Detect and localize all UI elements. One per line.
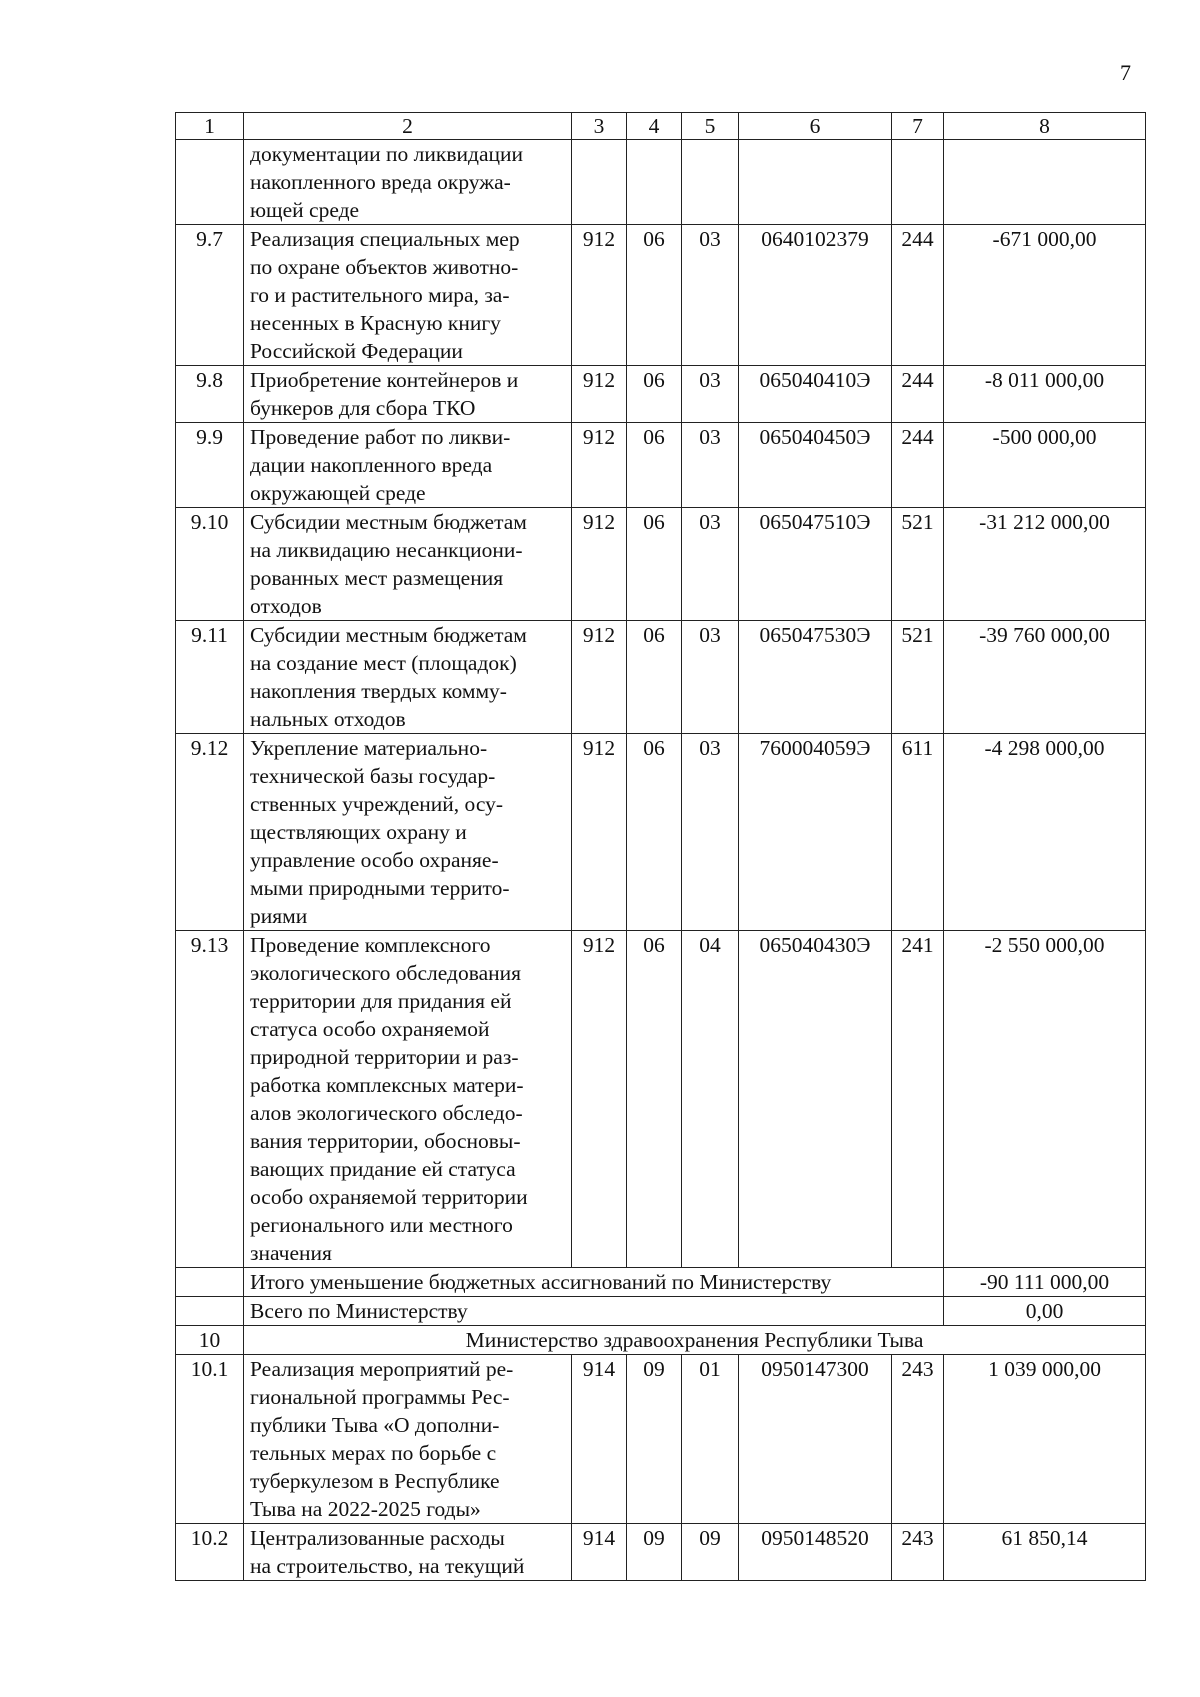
text-line: туберкулезом в Республике [250, 1469, 500, 1493]
target-article-code: 065047530Э [739, 621, 892, 734]
section-code: 09 [627, 1524, 682, 1581]
row-number: 10.1 [176, 1355, 244, 1524]
text-line: по охране объектов животно- [250, 255, 519, 279]
amount: -500 000,00 [944, 423, 1146, 508]
admin-code: 912 [572, 423, 627, 508]
text-line: дации накопленного вреда [250, 453, 493, 477]
subsection-code: 03 [682, 734, 739, 931]
text-line: Централизованные расходы [250, 1526, 505, 1550]
expense-type-code: 611 [892, 734, 944, 931]
empty-cell [572, 140, 627, 225]
header-cell: 7 [892, 113, 944, 140]
expense-type-code: 243 [892, 1524, 944, 1581]
total-all-value: 0,00 [944, 1297, 1146, 1326]
header-row [176, 113, 1146, 140]
amount: -8 011 000,00 [944, 366, 1146, 423]
amount: 61 850,14 [944, 1524, 1146, 1581]
empty-cell [739, 140, 892, 225]
text-line: мыми природными террито- [250, 876, 510, 900]
expense-type-code: 244 [892, 225, 944, 366]
text-line: особо охраняемой территории [250, 1185, 528, 1209]
amount: 1 039 000,00 [944, 1355, 1146, 1524]
text-line: тельных мерах по борьбе с [250, 1441, 497, 1465]
text-line: Проведение комплексного [250, 933, 491, 957]
expense-type-code: 521 [892, 621, 944, 734]
total-decrease-row [176, 1268, 1146, 1297]
row-number: 9.7 [176, 225, 244, 366]
text-line: территории для придания ей [250, 989, 512, 1013]
empty-cell [682, 140, 739, 225]
text-line: несенных в Красную книгу [250, 311, 501, 335]
table-row [176, 931, 1146, 1268]
total-all-row [176, 1297, 1146, 1326]
row-description [244, 931, 572, 1268]
expense-type-code: 244 [892, 423, 944, 508]
row-description [244, 621, 572, 734]
row-description [244, 423, 572, 508]
subsection-code: 03 [682, 366, 739, 423]
text-line: нальных отходов [250, 707, 406, 731]
target-article-code: 0950147300 [739, 1355, 892, 1524]
continuation-text [244, 140, 572, 225]
target-article-code: 0950148520 [739, 1524, 892, 1581]
text-line: на строительство, на текущий [250, 1554, 525, 1578]
amount: -4 298 000,00 [944, 734, 1146, 931]
text-line: ющей среде [250, 198, 360, 222]
total-decrease-label: Итого уменьшение бюджетных ассигнований по Министерству [244, 1268, 944, 1297]
table-row [176, 621, 1146, 734]
text-line: Субсидии местным бюджетам [250, 510, 527, 534]
row-number: 10.2 [176, 1524, 244, 1581]
admin-code: 914 [572, 1524, 627, 1581]
ministry-number: 10 [176, 1326, 244, 1355]
target-article-code: 065040430Э [739, 931, 892, 1268]
expense-type-code: 521 [892, 508, 944, 621]
admin-code: 912 [572, 366, 627, 423]
text-line: накопления твердых комму- [250, 679, 507, 703]
subsection-code: 09 [682, 1524, 739, 1581]
empty-cell [892, 140, 944, 225]
table-row [176, 508, 1146, 621]
row-number: 9.9 [176, 423, 244, 508]
table-row [176, 366, 1146, 423]
text-line: статуса особо охраняемой [250, 1017, 490, 1041]
row-description [244, 1524, 572, 1581]
ministry-header-row [176, 1326, 1146, 1355]
text-line: гиональной программы Рес- [250, 1385, 510, 1409]
row-number: 9.8 [176, 366, 244, 423]
target-article-code: 065047510Э [739, 508, 892, 621]
row-number: 9.12 [176, 734, 244, 931]
text-line: окружающей среде [250, 481, 426, 505]
expense-type-code: 244 [892, 366, 944, 423]
section-code: 06 [627, 366, 682, 423]
text-line: вающих придание ей статуса [250, 1157, 516, 1181]
row-description [244, 508, 572, 621]
amount: -31 212 000,00 [944, 508, 1146, 621]
amount: -2 550 000,00 [944, 931, 1146, 1268]
text-line: отходов [250, 594, 322, 618]
total-decrease-value: -90 111 000,00 [944, 1268, 1146, 1297]
subsection-code: 04 [682, 931, 739, 1268]
header-cell: 4 [627, 113, 682, 140]
admin-code: 912 [572, 931, 627, 1268]
text-line: бункеров для сбора ТКО [250, 396, 476, 420]
subsection-code: 03 [682, 225, 739, 366]
subsection-code: 03 [682, 621, 739, 734]
table-row [176, 734, 1146, 931]
section-code: 09 [627, 1355, 682, 1524]
text-line: риями [250, 904, 308, 928]
text-line: Субсидии местным бюджетам [250, 623, 527, 647]
text-line: накопленного вреда окружа- [250, 170, 511, 194]
total-all-label: Всего по Министерству [244, 1297, 944, 1326]
row-description [244, 1355, 572, 1524]
header-cell: 8 [944, 113, 1146, 140]
expense-type-code: 241 [892, 931, 944, 1268]
empty-cell [176, 1268, 244, 1297]
text-line: Проведение работ по ликви- [250, 425, 511, 449]
text-line: управление особо охраняе- [250, 848, 499, 872]
admin-code: 912 [572, 734, 627, 931]
row-number: 9.10 [176, 508, 244, 621]
section-code: 06 [627, 931, 682, 1268]
text-line: Укрепление материально- [250, 736, 488, 760]
table-row [176, 423, 1146, 508]
text-line: значения [250, 1241, 332, 1265]
table-row [176, 1355, 1146, 1524]
text-line: Российской Федерации [250, 339, 463, 363]
section-code: 06 [627, 508, 682, 621]
row-number: 9.11 [176, 621, 244, 734]
admin-code: 912 [572, 621, 627, 734]
subsection-code: 03 [682, 423, 739, 508]
subsection-code: 03 [682, 508, 739, 621]
row-description [244, 366, 572, 423]
section-code: 06 [627, 621, 682, 734]
target-article-code: 065040410Э [739, 366, 892, 423]
text-line: алов экологического обследо- [250, 1101, 523, 1125]
text-line: Приобретение контейнеров и [250, 368, 519, 392]
table-row [176, 1524, 1146, 1581]
text-line: Тыва на 2022-2025 годы» [250, 1497, 481, 1521]
table-row [176, 225, 1146, 366]
text-line: экологического обследования [250, 961, 522, 985]
text-line: ственных учреждений, осу- [250, 792, 504, 816]
header-cell: 2 [244, 113, 572, 140]
text-line: работка комплексных матери- [250, 1073, 524, 1097]
section-code: 06 [627, 423, 682, 508]
row-number: 9.13 [176, 931, 244, 1268]
admin-code: 912 [572, 225, 627, 366]
text-line: регионального или местного [250, 1213, 513, 1237]
target-article-code: 0640102379 [739, 225, 892, 366]
text-line: технической базы государ- [250, 764, 496, 788]
text-line: документации по ликвидации [250, 142, 524, 166]
continuation-row [176, 140, 1146, 225]
empty-cell [176, 1297, 244, 1326]
text-line: го и растительного мира, за- [250, 283, 510, 307]
section-code: 06 [627, 225, 682, 366]
empty-cell [944, 140, 1146, 225]
text-line: на ликвидацию несанкциони- [250, 538, 523, 562]
text-line: природной территории и раз- [250, 1045, 519, 1069]
budget-table [175, 112, 1146, 1581]
admin-code: 912 [572, 508, 627, 621]
ministry-title: Министерство здравоохранения Республики Тыва [244, 1326, 1146, 1355]
header-cell: 5 [682, 113, 739, 140]
text-line: Реализация специальных мер [250, 227, 520, 251]
admin-code: 914 [572, 1355, 627, 1524]
text-line: вания территории, обосновы- [250, 1129, 521, 1153]
target-article-code: 760004059Э [739, 734, 892, 931]
header-cell: 3 [572, 113, 627, 140]
row-description [244, 225, 572, 366]
row-description [244, 734, 572, 931]
empty-cell [176, 140, 244, 225]
empty-cell [627, 140, 682, 225]
text-line: публики Тыва «О дополни- [250, 1413, 500, 1437]
page-number: 7 [1120, 60, 1131, 85]
section-code: 06 [627, 734, 682, 931]
amount: -39 760 000,00 [944, 621, 1146, 734]
target-article-code: 065040450Э [739, 423, 892, 508]
amount: -671 000,00 [944, 225, 1146, 366]
text-line: ществляющих охрану и [250, 820, 467, 844]
header-cell: 1 [176, 113, 244, 140]
header-cell: 6 [739, 113, 892, 140]
expense-type-code: 243 [892, 1355, 944, 1524]
text-line: Реализация мероприятий ре- [250, 1357, 514, 1381]
subsection-code: 01 [682, 1355, 739, 1524]
text-line: рованных мест размещения [250, 566, 504, 590]
text-line: на создание мест (площадок) [250, 651, 517, 675]
